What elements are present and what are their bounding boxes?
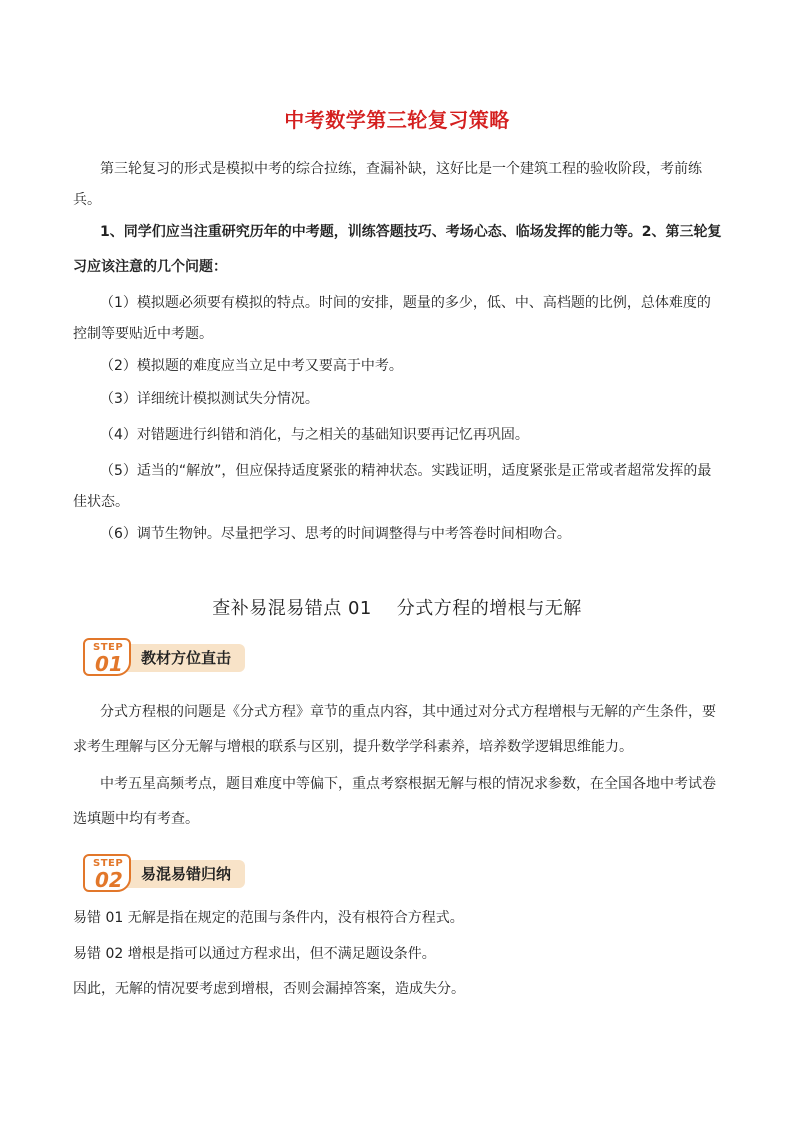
point-1-line-2: 控制等要贴近中考题。 [73,326,213,342]
step-02-text-1: 易错 01 无解是指在规定的范围与条件内，没有根符合方程式。 [73,910,464,926]
step-02-text-2: 易错 02 增根是指可以通过方程求出，但不满足题设条件。 [73,946,436,962]
step-02-word: STEP [93,858,124,869]
step-01-text-1: 分式方程根的问题是《分式方程》章节的重点内容，其中通过对分式方程增根与无解的产生条件，要 [100,704,716,720]
bold-line-1: 1、同学们应当注重研究历年的中考题，训练答题技巧、考场心态、临场发挥的能力等。2、第三轮复 [100,224,722,240]
step-02-text-3: 因此，无解的情况要考虑到增根，否则会漏掉答案，造成失分。 [73,981,465,997]
step-01-text-3: 中考五星高频考点，题目难度中等偏下，重点考察根据无解与根的情况求参数，在全国各地中考试卷 [100,776,716,792]
step-02-badge [83,854,131,892]
step-01-header [83,638,263,678]
point-5-line-1: （5）适当的“解放”，但应保持适度紧张的精神状态。实践证明，适度紧张是正常或者超常发挥的最 [100,463,712,479]
step-02-label: 易混易错归纳 [119,860,245,888]
intro-line-2: 兵。 [73,192,101,208]
document-title: 中考数学第三轮复习策略 [284,108,510,132]
section-title: 查补易混易错点 01 分式方程的增根与无解 [212,598,582,619]
step-01-number: 01 [95,652,123,676]
point-5-line-2: 佳状态。 [73,494,129,510]
point-4: （4）对错题进行纠错和消化，与之相关的基础知识要再记忆再巩固。 [100,427,529,443]
point-1-line-1: （1）模拟题必须要有模拟的特点。时间的安排，题量的多少，低、中、高档题的比例，总体难度的 [100,295,711,311]
step-01-text-4: 选填题中均有考查。 [73,811,199,827]
step-02-header [83,854,263,894]
step-01-text-2: 求考生理解与区分无解与增根的联系与区别，提升数学学科素养，培养数学逻辑思维能力。 [73,739,633,755]
point-6: （6）调节生物钟。尽量把学习、思考的时间调整得与中考答卷时间相吻合。 [100,526,571,542]
step-01-word: STEP [93,642,124,653]
step-02-number: 02 [95,868,123,892]
intro-line-1: 第三轮复习的形式是模拟中考的综合拉练，查漏补缺，这好比是一个建筑工程的验收阶段，考前练 [100,161,702,177]
point-3: （3）详细统计模拟测试失分情况。 [100,391,319,407]
step-01-label: 教材方位直击 [119,644,245,672]
point-2: （2）模拟题的难度应当立足中考又要高于中考。 [100,358,403,374]
step-01-badge [83,638,131,676]
bold-line-2: 习应该注意的几个问题： [73,259,227,275]
